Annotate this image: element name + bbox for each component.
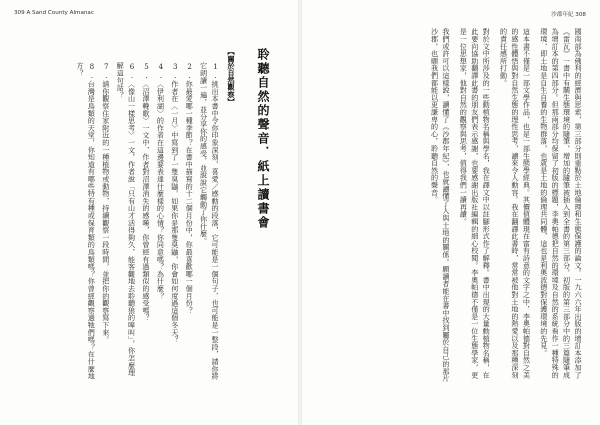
- page-title: 聆聽自然的聲音．紙上讀書會: [256, 48, 270, 230]
- right-paragraph: 這本書不僅是一部文學作品，也是一部生態學經典。其價值體現在富有詩意的文字之中，李奧帕德對自然之美的感性體悟與對自然生態的理性思考，讀來令人動容。我在翻譯此書時，常常被他對土地的熱愛以及那種深刻的責任感所打動。: [499, 28, 532, 379]
- right-page-body: [316, 28, 584, 383]
- right-paragraph: 我們或許可以這樣說，讀懂了《沙郡年紀》，也就讀懂了人與土地的關係。願讀者能在書中找到屬於自己的那片沙郡，也願我們都能以更謙卑的心，聆聽自然的聲音。: [430, 28, 451, 383]
- question-list: [18, 62, 221, 382]
- right-paragraph: 對於文中所涉及的一些動植物名稱與學名，我在譯文中以註腳形式作了解釋。書中出現的大量動植物名稱，在此要向協助翻譯此書的朋友們表示感謝，也要感謝出版社編輯的細心校閱。李奧帕德不僅是一位生態學家，更是一位思想家，他對自然的觀察與思考，值得我們一讀再讀。: [459, 28, 492, 379]
- right-page: [300, 0, 600, 425]
- question-item: 4.〈伊利湖〉的作者在這邊要表達什麼樣的心情？你同意嗎？為什麼？: [156, 62, 166, 300]
- book-gutter: [298, 0, 302, 425]
- question-item: 8.台灣是鳥類的天堂，你知道有哪些特有種或保育類的鳥類嗎？你曾經觀察過牠們嗎？在什麼地方？: [75, 62, 97, 380]
- question-item: 1.挑出本書中令你印象深刻、喜愛／感動的段落，它可能是一個句子、也可能是一整段，請你將它朗讀一遍，並分享你的感受，並說說它觸動了你什麼。: [199, 62, 220, 380]
- question-item: 7.請你觀察住家附近的一種植物或動物，持續觀察一段時間，並把你的觀察寫下來。: [101, 62, 111, 344]
- question-item: 2.你最愛哪一種季節？在書中描寫的十二個月份中，你最喜歡哪一個月份？: [185, 62, 195, 314]
- section-title: 【關於自然觀察】: [227, 48, 236, 105]
- right-page-header: 沙郡年紀 308: [551, 12, 586, 18]
- question-item: 3.作者在〈一月〉中寫到了一隻臭鼬，如果你是那隻臭鼬，你會如何度過這個冬天？: [170, 62, 180, 344]
- question-item: 5.〈沼澤輓歌〉一文中，作者對沼澤消失的感嘆，你曾經有過類似的感受嗎？: [141, 62, 151, 322]
- right-paragraph: 國南部為佛利的經濟與思索，第三部分則重點於土地倫理和生態保護的論文。一九六六年出版的增訂本添加了《雷瓦》一書中有關生態環境的隨筆，增加的隨筆被插入到全書的第三部分，初版的第三部分中的三篇隨筆成為增訂本的第四部分。但那兩部分均保留了初版的標題，李奧帕德把自然的環境及自然的系統看作一種特殊的環境，即土地是自生自養的生物群落，也就是土地的倫理共同體，這也是利奧波德對保護環境的先見。: [539, 28, 583, 379]
- left-page-header: 309 A Sand County Almanac: [14, 10, 94, 16]
- question-item: 6.〈像山一樣思考〉一文，作者說「只有山才活得夠久，能客觀地去聆聽狼的嗥叫」，你怎麼理解這句話？: [116, 62, 137, 377]
